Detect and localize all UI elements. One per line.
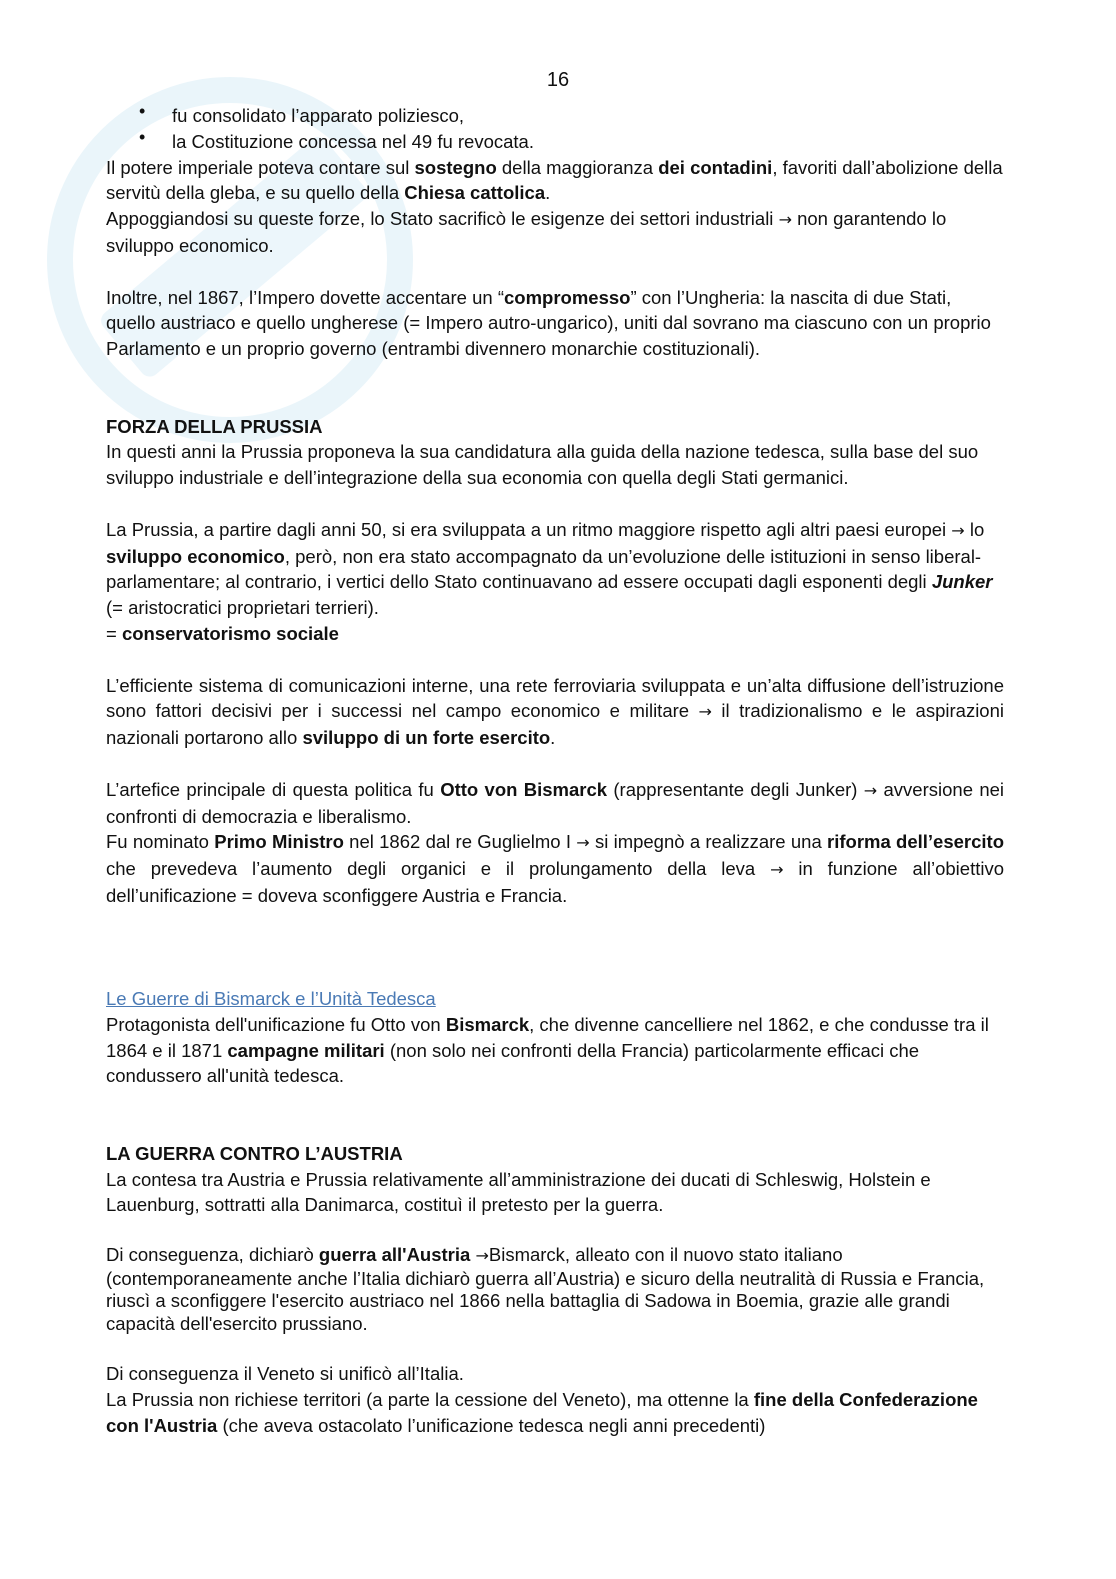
- paragraph-prussia-development: La Prussia, a partire dagli anni 50, si era sviluppata a un ritmo maggiore rispetto agli altri paesi europei → lo sviluppo economico, però, non era stato accompagnato da un’evoluzione delle istituzioni in senso liberal-parlamentare; al contrario, i vertici dello Stato continuavano ad essere occupati dagli esponenti degli Junker (= aristocratici proprietari terrieri).: [106, 518, 993, 619]
- paragraph-prussia-candidacy: In questi anni la Prussia proponeva la sua candidatura alla guida della nazione tedesca, sulla base del suo sviluppo industriale e dell’integrazione della sua economia con quella degli Stati germanici.: [106, 441, 979, 489]
- paragraph-prime-minister: Fu nominato Primo Ministro nel 1862 dal re Guglielmo I → si impegnò a realizzare una riforma dell’esercito che prevedeva l’aumento degli organici e il prolungamento della leva → in funzione all’obiettivo dell’unificazione = doveva sconfiggere Austria e Francia.: [106, 831, 1004, 906]
- page-number: 16: [546, 69, 570, 91]
- bullet-list: [106, 103, 1004, 155]
- arrow-right-icon: →: [576, 833, 590, 853]
- section-heading-prussia: FORZA DELLA PRUSSIA: [106, 415, 323, 437]
- paragraph-veneto: Di conseguenza il Veneto si unificò all’Italia.: [106, 1363, 464, 1385]
- arrow-right-icon: →: [778, 210, 792, 230]
- paragraph-bismarck: L’artefice principale di questa politica fu Otto von Bismarck (rappresentante degli Junker) → avversione nei confronti di democrazia e liberalismo.: [106, 778, 1005, 827]
- arrow-right-icon: →: [698, 702, 712, 722]
- section-link-bismarck-wars[interactable]: Le Guerre di Bismarck e l’Unità Tedesca: [106, 988, 436, 1010]
- paragraph-confederation: La Prussia non richiese territori (a parte la cessione del Veneto), ma ottenne la fine della Confederazione con l'Austria (che aveva ostacolato l’unificazione tedesca negli anni precedenti): [106, 1389, 978, 1436]
- arrow-right-icon: →: [863, 780, 878, 800]
- section-heading-austria-war: LA GUERRA CONTRO L’AUSTRIA: [106, 1142, 403, 1164]
- arrow-right-icon: →: [770, 860, 784, 880]
- paragraph-compromise: Inoltre, nel 1867, l’Impero dovette accentare un “compromesso” con l’Ungheria: la nascita di due Stati, quello austriaco e quello ungherese (= Impero autro-ungarico), uniti dal sovrano ma ciascuno con un proprio Parlamento e un proprio governo (entrambi divennero monarchie costituzionali).: [106, 286, 991, 360]
- arrow-right-icon: →: [475, 1246, 489, 1266]
- paragraph-army: L’efficiente sistema di comunicazioni interne, una rete ferroviaria sviluppata e un’alta diffusione dell’istruzione sono fattori decisivi per i successi nel campo economico e militare → il tradizionalismo e le aspirazioni nazionali portarono allo sviluppo di un forte esercito.: [106, 674, 1004, 749]
- document-body: [106, 103, 1004, 1439]
- arrow-right-icon: →: [951, 520, 965, 540]
- bullet-item: • fu consolidato l’apparato poliziesco,: [106, 103, 1004, 129]
- paragraph-support: Il potere imperiale poteva contare sul sostegno della maggioranza dei contadini, favoriti dall’abolizione della servitù della gleba, e su quello della Chiesa cattolica.: [106, 156, 1003, 204]
- paragraph-war-declaration: Di conseguenza, dichiarò guerra all'Austria →Bismarck, alleato con il nuovo stato italiano (contemporaneamente anche l’Italia dichiarò guerra all’Austria) e sicuro della neutralità di Russia e Francia, riuscì a sconfiggere l'esercito austriaco nel 1866 nella battaglia di Sadowa in Boemia, grazie alle grandi capacità dell'esercito prussiano.: [106, 1244, 985, 1334]
- paragraph-dispute: La contesa tra Austria e Prussia relativamente all’amministrazione dei ducati di Schleswig, Holstein e Lauenburg, sottratti alla Danimarca, costituì il pretesto per la guerra.: [106, 1168, 931, 1216]
- bullet-item: • la Costituzione concessa nel 49 fu revocata.: [106, 129, 1004, 155]
- paragraph-unification: Protagonista dell'unificazione fu Otto von Bismarck, che divenne cancelliere nel 1862, e che condusse tra il 1864 e il 1871 campagne militari (non solo nei confronti della Francia) particolarmente efficaci che condussero all'unità tedesca.: [106, 1013, 989, 1087]
- paragraph-conservatism: = conservatorismo sociale: [106, 622, 339, 644]
- paragraph-industrial: Appoggiandosi su queste forze, lo Stato sacrificò le esigenze dei settori industriali → non garantendo lo sviluppo economico.: [106, 208, 947, 256]
